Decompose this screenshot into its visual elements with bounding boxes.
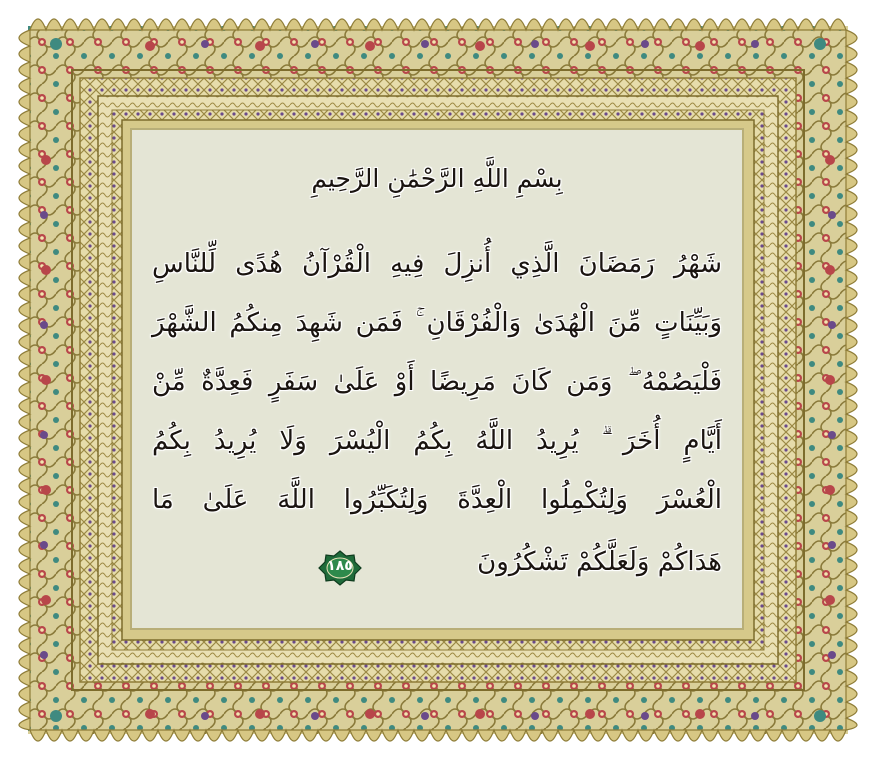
verse-line-6: هَدَاكُمْ وَلَعَلَّكُمْ تَشْكُرُونَ	[477, 547, 722, 577]
basmala-heading: بِسْمِ اللَّهِ الرَّحْمَٰنِ الرَّحِيمِ	[311, 164, 563, 193]
verse-panel	[130, 128, 744, 630]
ayah-number: ١٨٥	[327, 558, 353, 574]
verse-line-5: الْعُسْرَ وَلِتُكْمِلُوا الْعِدَّةَ وَلِتُكَبِّرُوا اللَّهَ عَلَىٰ مَا	[152, 485, 722, 515]
verse-line-1: شَهْرُ رَمَضَانَ الَّذِي أُنزِلَ فِيهِ الْقُرْآنُ هُدًى لِّلنَّاسِ	[152, 249, 722, 279]
verse-line-2: وَبَيِّنَاتٍ مِّنَ الْهُدَىٰ وَالْفُرْقَانِ ۚ فَمَن شَهِدَ مِنكُمُ الشَّهْرَ	[152, 308, 722, 338]
ayah-end-marker-icon	[318, 550, 362, 586]
verse-line-3: فَلْيَصُمْهُ ۖ وَمَن كَانَ مَرِيضًا أَوْ عَلَىٰ سَفَرٍ فَعِدَّةٌ مِّنْ	[152, 367, 722, 397]
verse-line-4: أَيَّامٍ أُخَرَ ۗ يُرِيدُ اللَّهُ بِكُمُ الْيُسْرَ وَلَا يُرِيدُ بِكُمُ	[152, 426, 722, 456]
